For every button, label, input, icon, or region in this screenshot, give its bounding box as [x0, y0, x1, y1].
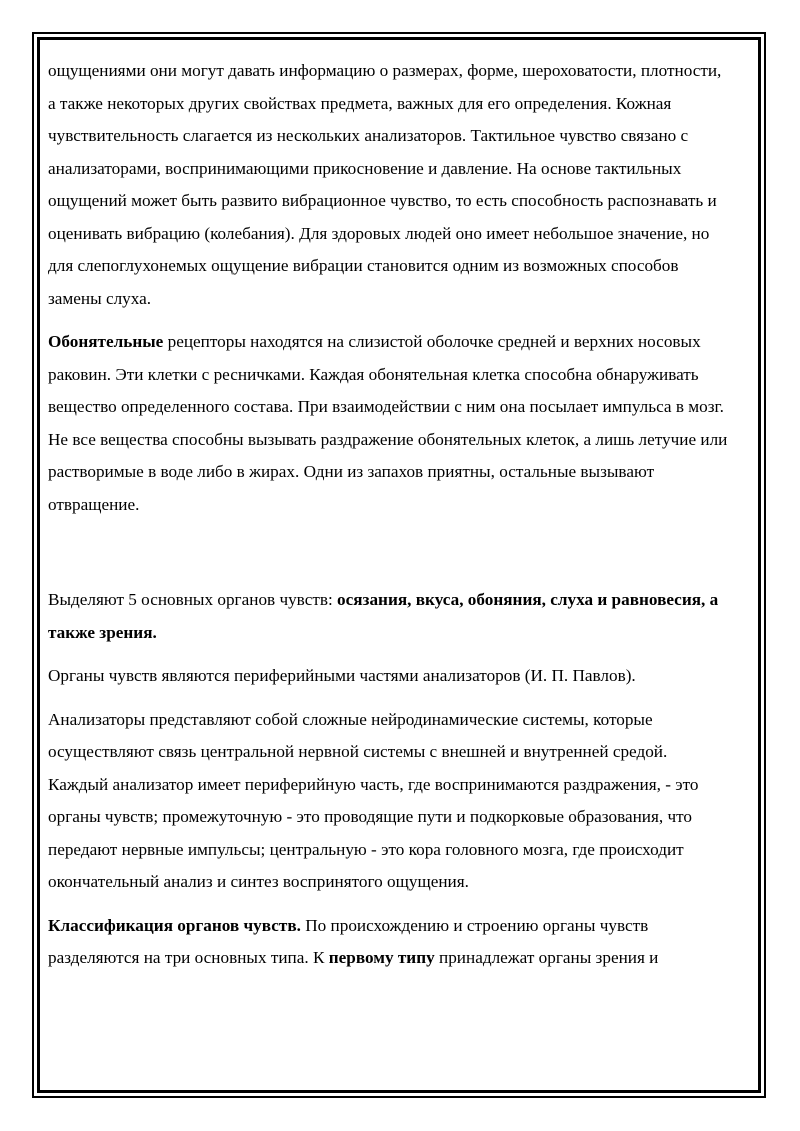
paragraph-main-senses-text: Выделяют 5 основных органов чувств:	[48, 590, 338, 609]
paragraph-analyzers: Анализаторы представляют собой сложные нейродинамические системы, которые осуществляют связь центральной нервной системы с внешней и внутренней средой. Каждый анализатор имеет периферийную часть, где воспринимаются раздражения, - это органы чувств; промежуточную - это проводящие пути и подкорковые образования, что передают нервные импульсы; центральную - это кора головного мозга, где происходит окончательный анализ и синтез воспринятого ощущения.	[48, 709, 699, 891]
blank-space	[48, 532, 728, 584]
paragraph-classification-text-2: принадлежат органы зрения и	[434, 948, 659, 967]
senses-list: осязания, вкуса, обоняния, слуха и равновесия, а также зрения.	[48, 590, 719, 642]
document-body	[48, 55, 728, 986]
paragraph-skin-sensitivity: ощущениями они могут давать информацию о размерах, форме, шероховатости, плотности, а также некоторых других свойствах предмета, важных для его определения. Кожная чувствительность слагается из нескольких анализаторов. Тактильное чувство связано с анализаторами, воспринимающими прикосновение и давление. На основе тактильных ощущений может быть развито вибрационное чувство, то есть способность распознавать и оценивать вибрацию (колебания). Для здоровых людей оно имеет небольшое значение, но для слепоглухонемых ощущение вибрации становится одним из возможных способов замены слуха.	[48, 61, 722, 308]
paragraph-pavlov: Органы чувств являются периферийными частями анализаторов (И. П. Павлов).	[48, 666, 636, 685]
term-olfactory: Обонятельные	[48, 332, 164, 351]
paragraph-olfactory	[48, 326, 728, 521]
paragraph-classification-text-1: По происхождению и строению органы чувств разделяются на три основных типа. К	[48, 915, 649, 967]
paragraph-classification	[48, 910, 728, 975]
paragraph-main-senses	[48, 584, 728, 649]
term-first-type: первому типу	[328, 948, 435, 967]
paragraph-olfactory-text: рецепторы находятся на слизистой оболочке средней и верхних носовых раковин. Эти клетки с ресничками. Каждая обонятельная клетка способна обнаруживать вещество определенного состава. При взаимодействии с ним она посылает импульса в мозг. Не все вещества способны вызывать раздражение обонятельных клеток, а лишь летучие или растворимые в воде либо в жирах. Одни из запахов приятны, остальные вызывают отвращение.	[48, 332, 728, 514]
term-classification: Классификация органов чувств.	[48, 915, 301, 935]
